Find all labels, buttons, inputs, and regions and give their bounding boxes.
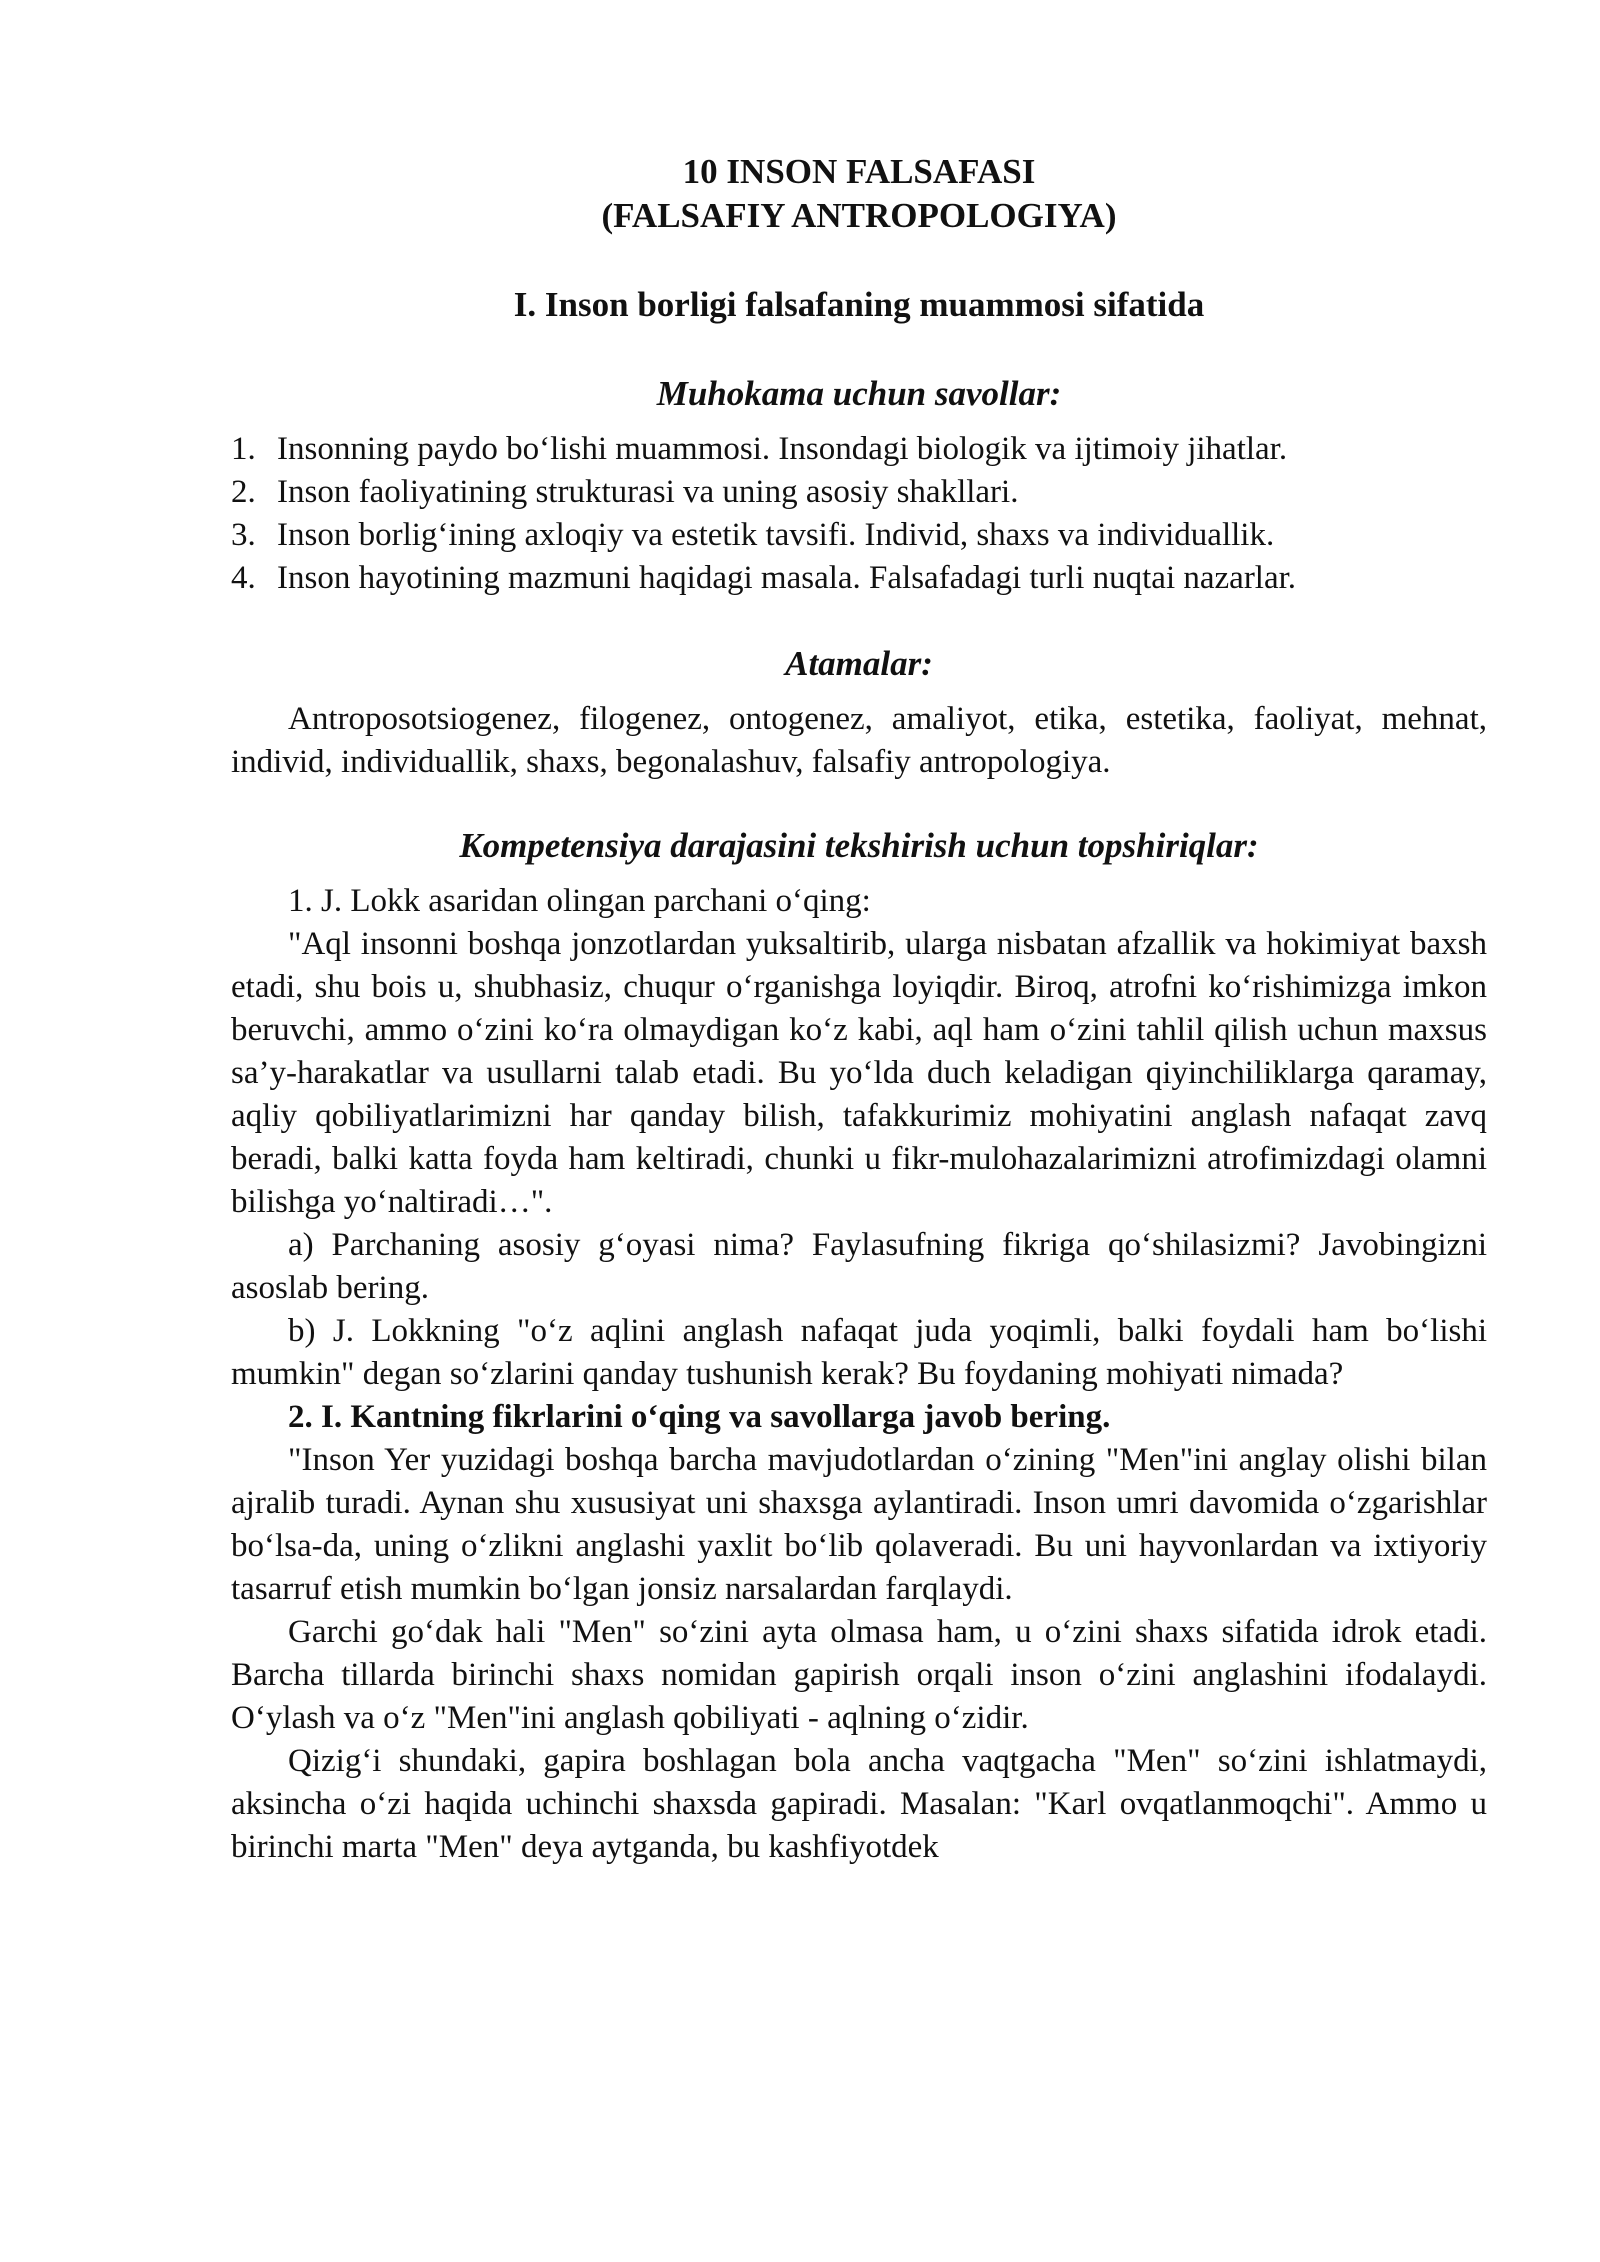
list-item-text: Inson faoliyatining strukturasi va uning asosiy shakllari. [277, 474, 1019, 510]
terms-heading: Atamalar: [785, 644, 933, 683]
task2-heading: 2. I. Kantning fikrlarini o‘qing va savollarga javob bering. [288, 1399, 1111, 1435]
list-item-text: Inson hayotining mazmuni haqidagi masala. Falsafadagi turli nuqtai nazarlar. [277, 560, 1297, 596]
discussion-heading: Muhokama uchun savollar: [656, 374, 1062, 413]
task2-paragraph-3: Qizig‘i shundaki, gapira boshlagan bola ancha vaqtgacha "Men" so‘zini ishlatmaydi, aksincha o‘zi haqida uchinchi shaxsda gapiradi. Masalan: "Karl ovqatlanmoqchi". Ammo u birinchi marta "Men" deya aytganda, bu kashfiyotdek [231, 1743, 1487, 1865]
discussion-questions-list [231, 428, 1487, 600]
task2-paragraph-1: "Inson Yer yuzidagi boshqa barcha mavjudotlardan o‘zining "Men"ini anglay olishi bilan ajralib turadi. Aynan shu xususiyat uni shaxsga aylantiradi. Inson umri davomida o‘zgarishlar bo‘lsa-da, uning o‘zlikni anglashi yaxlit bo‘lib qolaveradi. Bu uni hayvonlardan va ixtiyoriy tasarruf etish mumkin bo‘lgan jonsiz narsalardan farqlaydi. [231, 1442, 1487, 1607]
list-item [231, 428, 1487, 471]
tasks-heading: Kompetensiya darajasini tekshirish uchun topshiriqlar: [459, 826, 1259, 865]
task2-paragraph-2: Garchi go‘dak hali "Men" so‘zini ayta olmasa ham, u o‘zini shaxs sifatida idrok etadi. Barcha tillarda birinchi shaxs nomidan gapirish orqali inson o‘zini anglashini ifodalaydi. O‘ylash va o‘z "Men"ini anglash qobiliyati - aqlning o‘zidir. [231, 1614, 1487, 1736]
list-item [231, 471, 1487, 514]
list-item-number: 2. [231, 474, 256, 510]
chapter-title-line2: (FALSAFIY ANTROPOLOGIYA) [601, 196, 1117, 235]
chapter-title [231, 150, 1487, 238]
document-page [231, 150, 1487, 1869]
list-item-number: 4. [231, 560, 256, 596]
list-item-number: 3. [231, 517, 256, 553]
list-item [231, 557, 1487, 600]
chapter-title-line1: 10 INSON FALSAFASI [682, 152, 1036, 191]
task1-intro: 1. J. Lokk asaridan olingan parchani o‘qing: [288, 883, 871, 919]
list-item-text: Inson borlig‘ining axloqiy va estetik tavsifi. Individ, shaxs va individuallik. [277, 517, 1275, 553]
list-item-text: Insonning paydo bo‘lishi muammosi. Insondagi biologik va ijtimoiy jihatlar. [277, 431, 1288, 467]
task1-quote: "Aql insonni boshqa jonzotlardan yuksaltirib, ularga nisbatan afzallik va hokimiyat baxsh etadi, shu bois u, shubhasiz, chuqur o‘rganishga loyiqdir. Biroq, atrofni ko‘rishimizga imkon beruvchi, ammo o‘zini ko‘ra olmaydigan ko‘z kabi, aql ham o‘zini tahlil qilish uchun maxsus sa’y-harakatlar va usullarni talab etadi. Bu yo‘lda duch keladigan qiyinchiliklarga qaramay, aqliy qobiliyatlarimizni har qanday bilish, tafakkurimiz mohiyatini anglash nafaqat zavq beradi, balki katta foyda ham keltiradi, chunki u fikr-mulohazalarimizni atrofimizdagi olamni bilishga yo‘naltiradi…". [231, 926, 1487, 1220]
task1-question-b: b) J. Lokkning "o‘z aqlini anglash nafaqat juda yoqimli, balki foydali ham bo‘lishi mumkin" degan so‘zlarini qanday tushunish kerak? Bu foydaning mohiyati nimada? [231, 1313, 1487, 1392]
section-heading: I. Inson borligi falsafaning muammosi sifatida [513, 285, 1205, 324]
list-item [231, 514, 1487, 557]
terms-paragraph: Antroposotsiogenez, filogenez, ontogenez, amaliyot, etika, estetika, faoliyat, mehnat, individ, individuallik, shaxs, begonalashuv, falsafiy antropologiya. [231, 701, 1487, 780]
task1-question-a: a) Parchaning asosiy g‘oyasi nima? Faylasufning fikriga qo‘shilasizmi? Javobingizni asoslab bering. [231, 1227, 1487, 1306]
list-item-number: 1. [231, 431, 256, 467]
